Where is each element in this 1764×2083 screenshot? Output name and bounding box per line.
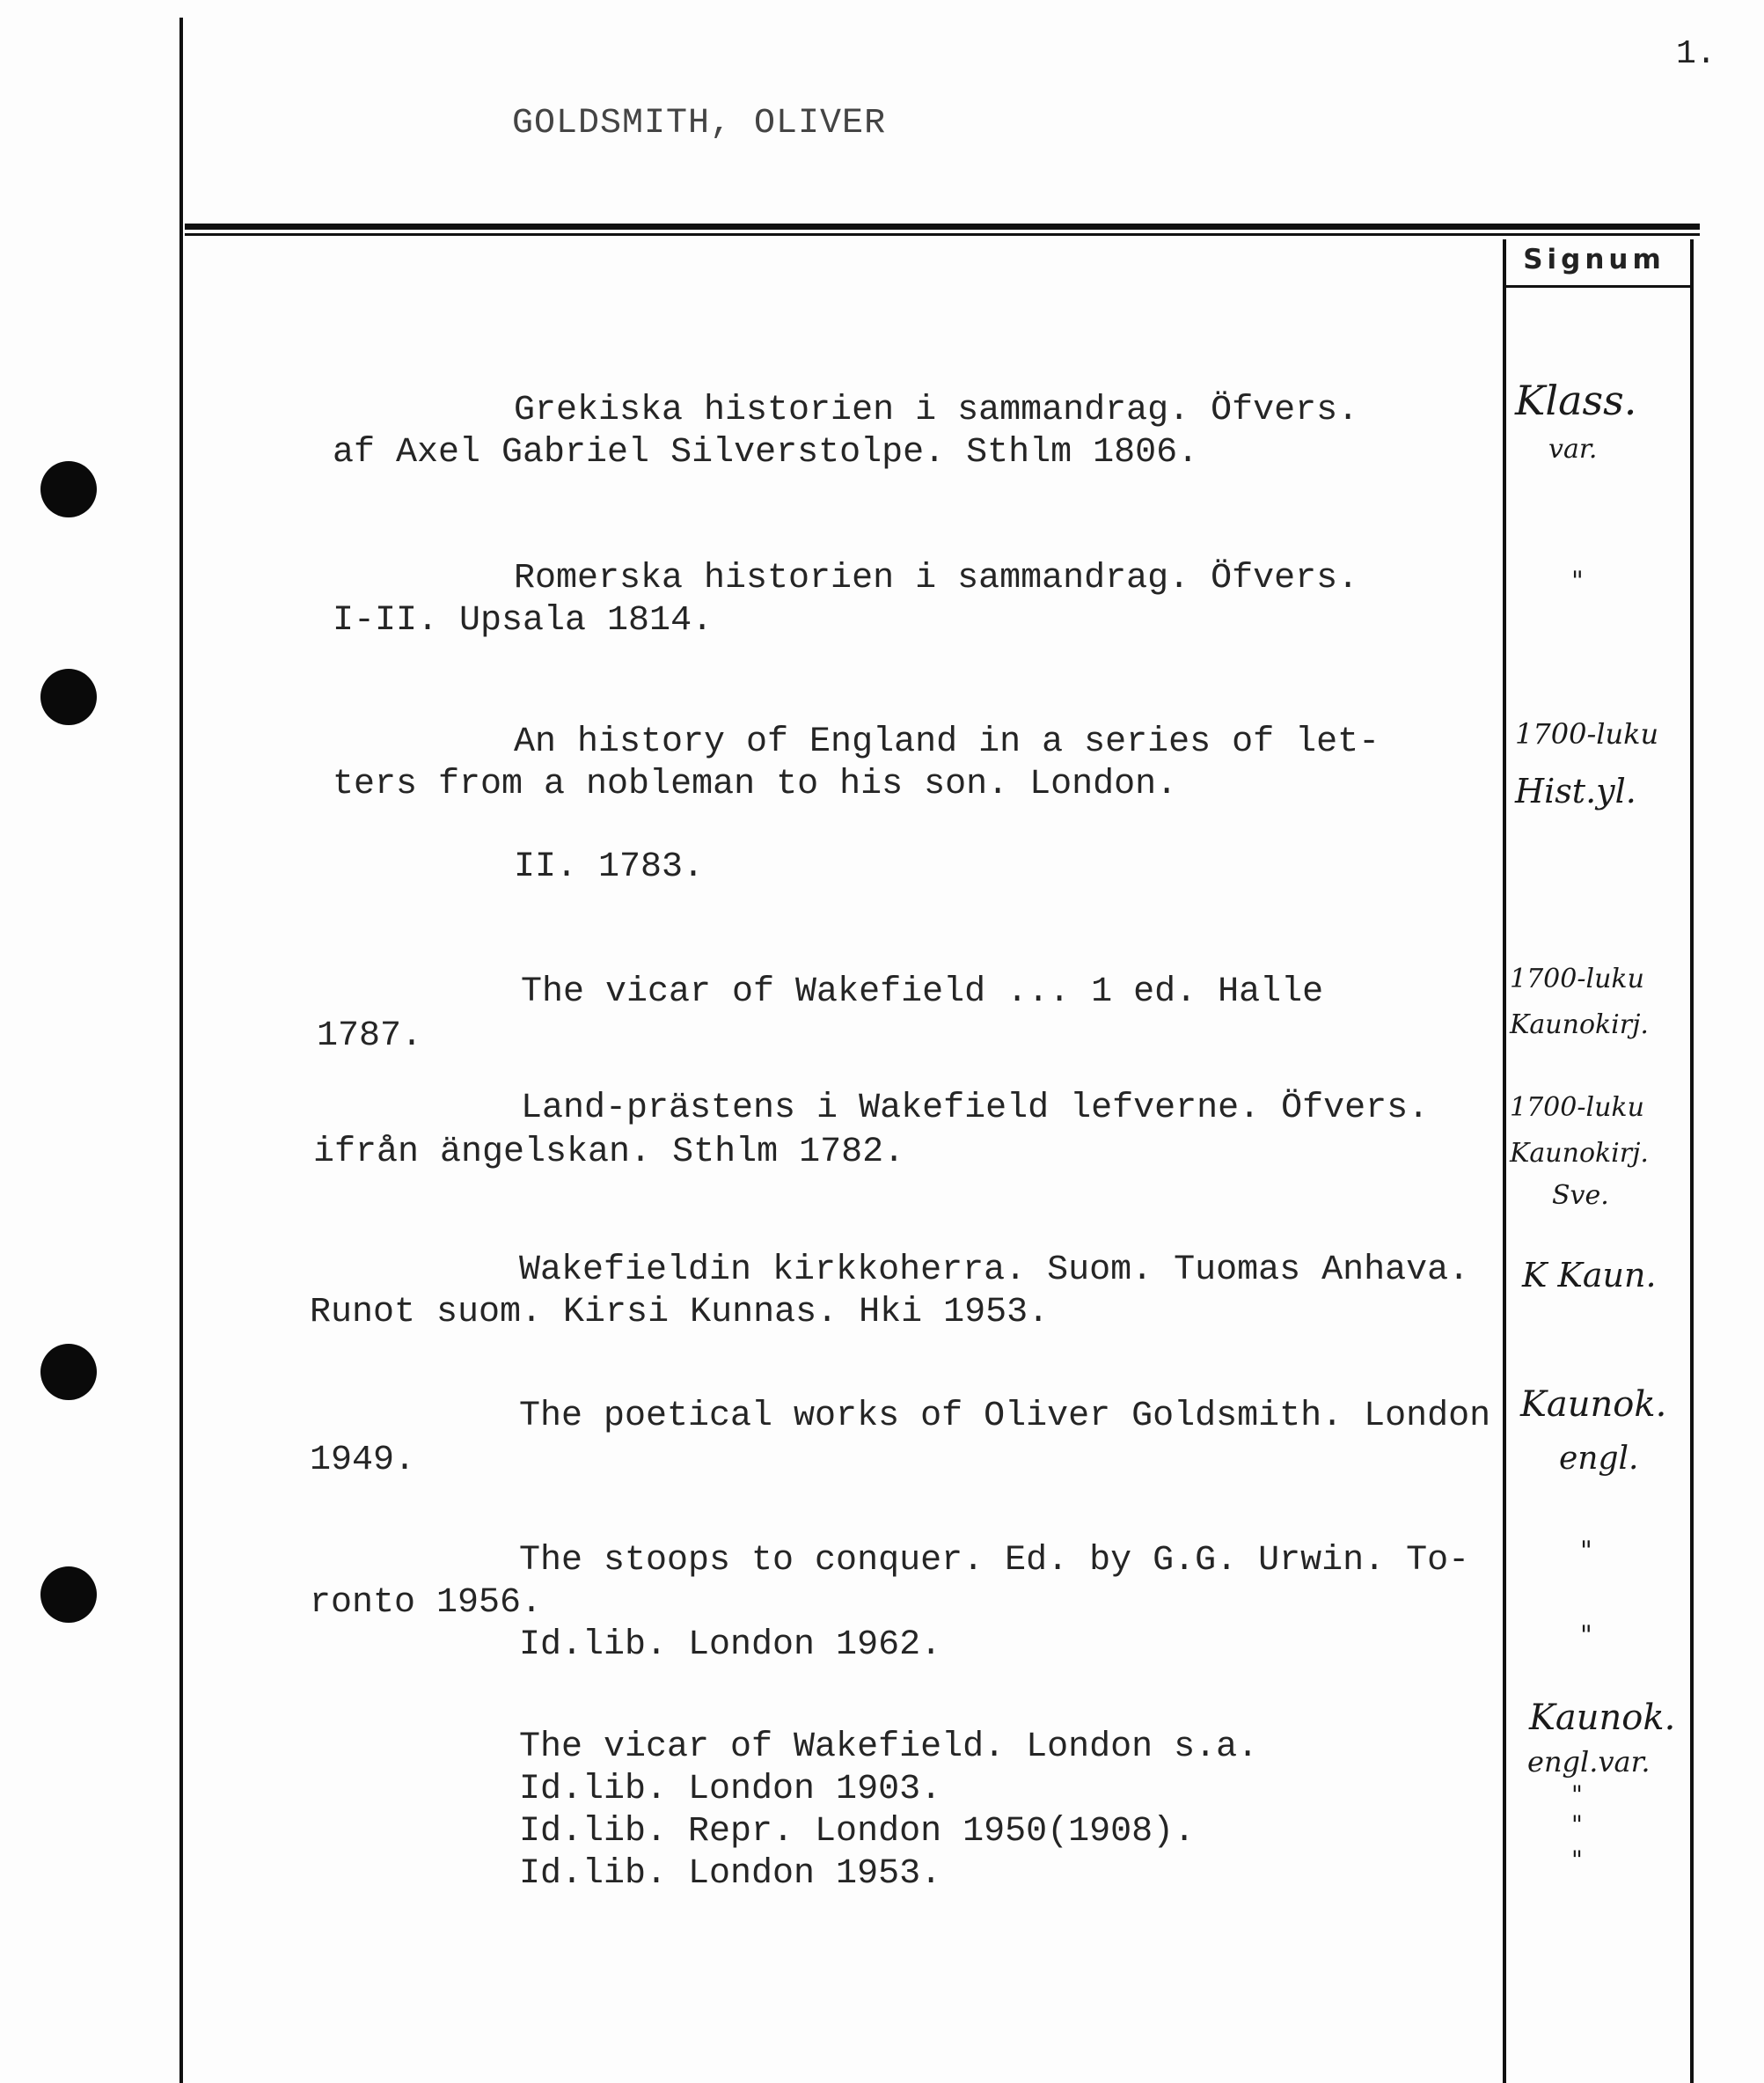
signum-column-right-line: [1690, 239, 1694, 2083]
punch-hole: [40, 461, 97, 517]
entry-line: The poetical works of Oliver Goldsmith. London: [519, 1397, 1491, 1436]
entry-line: Land-prästens i Wakefield lefverne. Öfvers.: [521, 1089, 1430, 1128]
entry-line: Id.lib. Repr. London 1950(1908).: [519, 1812, 1196, 1852]
entry-line: II. 1783.: [514, 847, 705, 887]
entry-line: The stoops to conquer. Ed. by G.G. Urwin. To-: [519, 1541, 1470, 1581]
signum-note: Kaunokirj.: [1510, 1138, 1649, 1169]
signum-note: ": [1580, 1620, 1592, 1651]
entry-line: Id.lib. London 1903.: [519, 1770, 942, 1809]
punch-hole: [40, 669, 97, 725]
signum-note: Kaunokirj.: [1510, 1009, 1649, 1040]
signum-note: Hist.yl.: [1515, 772, 1636, 810]
entry-line: Id.lib. London 1962.: [519, 1625, 942, 1665]
signum-note: Kaunok.: [1529, 1698, 1676, 1738]
entry-line: ronto 1956.: [310, 1583, 543, 1623]
header-rule-thick: [185, 224, 1700, 230]
signum-note: ": [1571, 1810, 1583, 1839]
left-margin-line: [179, 18, 183, 2083]
signum-note: 1700-luku: [1510, 964, 1644, 994]
entry-line: 1787.: [317, 1016, 423, 1056]
signum-note: ": [1571, 1780, 1583, 1809]
signum-note: K Kaun.: [1522, 1256, 1657, 1295]
signum-note: Kaunok.: [1520, 1384, 1667, 1425]
signum-note: ": [1580, 1536, 1592, 1566]
entry-line: The vicar of Wakefield ... 1 ed. Halle: [521, 972, 1324, 1012]
signum-note: ": [1571, 1845, 1583, 1874]
entry-line: Id.lib. London 1953.: [519, 1854, 942, 1894]
signum-note: Klass.: [1515, 377, 1637, 424]
signum-note: ": [1571, 566, 1584, 597]
signum-note: var.: [1548, 434, 1598, 465]
entry-line: af Axel Gabriel Silverstolpe. Sthlm 1806.: [333, 433, 1199, 473]
author-heading: GOLDSMITH, OLIVER: [512, 104, 887, 143]
entry-line: An history of England in a series of let-: [514, 722, 1380, 762]
entry-line: I-II. Upsala 1814.: [333, 601, 714, 641]
signum-note: 1700-luku: [1510, 1092, 1644, 1123]
entry-line: 1949.: [310, 1441, 416, 1480]
punch-hole: [40, 1344, 97, 1400]
page-number: 1.: [1676, 35, 1716, 73]
entry-line: Wakefieldin kirkkoherra. Suom. Tuomas Anhava.: [519, 1251, 1470, 1290]
entry-line: ifrån ängelskan. Sthlm 1782.: [313, 1133, 905, 1172]
signum-column-label: Signum: [1523, 244, 1665, 275]
header-rule-thin: [185, 233, 1700, 236]
punch-hole: [40, 1566, 97, 1623]
entry-line: Grekiska historien i sammandrag. Öfvers.: [514, 391, 1359, 430]
signum-column-left-line: [1503, 239, 1506, 2083]
signum-header-underline: [1506, 285, 1690, 288]
signum-note: 1700-luku: [1515, 717, 1659, 751]
signum-note: engl.: [1559, 1441, 1639, 1477]
entry-line: Romerska historien i sammandrag. Öfvers.: [514, 559, 1359, 598]
entry-line: The vicar of Wakefield. London s.a.: [519, 1727, 1259, 1767]
entry-line: Runot suom. Kirsi Kunnas. Hki 1953.: [310, 1293, 1050, 1332]
signum-note: engl.var.: [1527, 1745, 1651, 1779]
signum-note: Sve.: [1552, 1180, 1609, 1211]
entry-line: ters from a nobleman to his son. London.: [333, 765, 1178, 804]
